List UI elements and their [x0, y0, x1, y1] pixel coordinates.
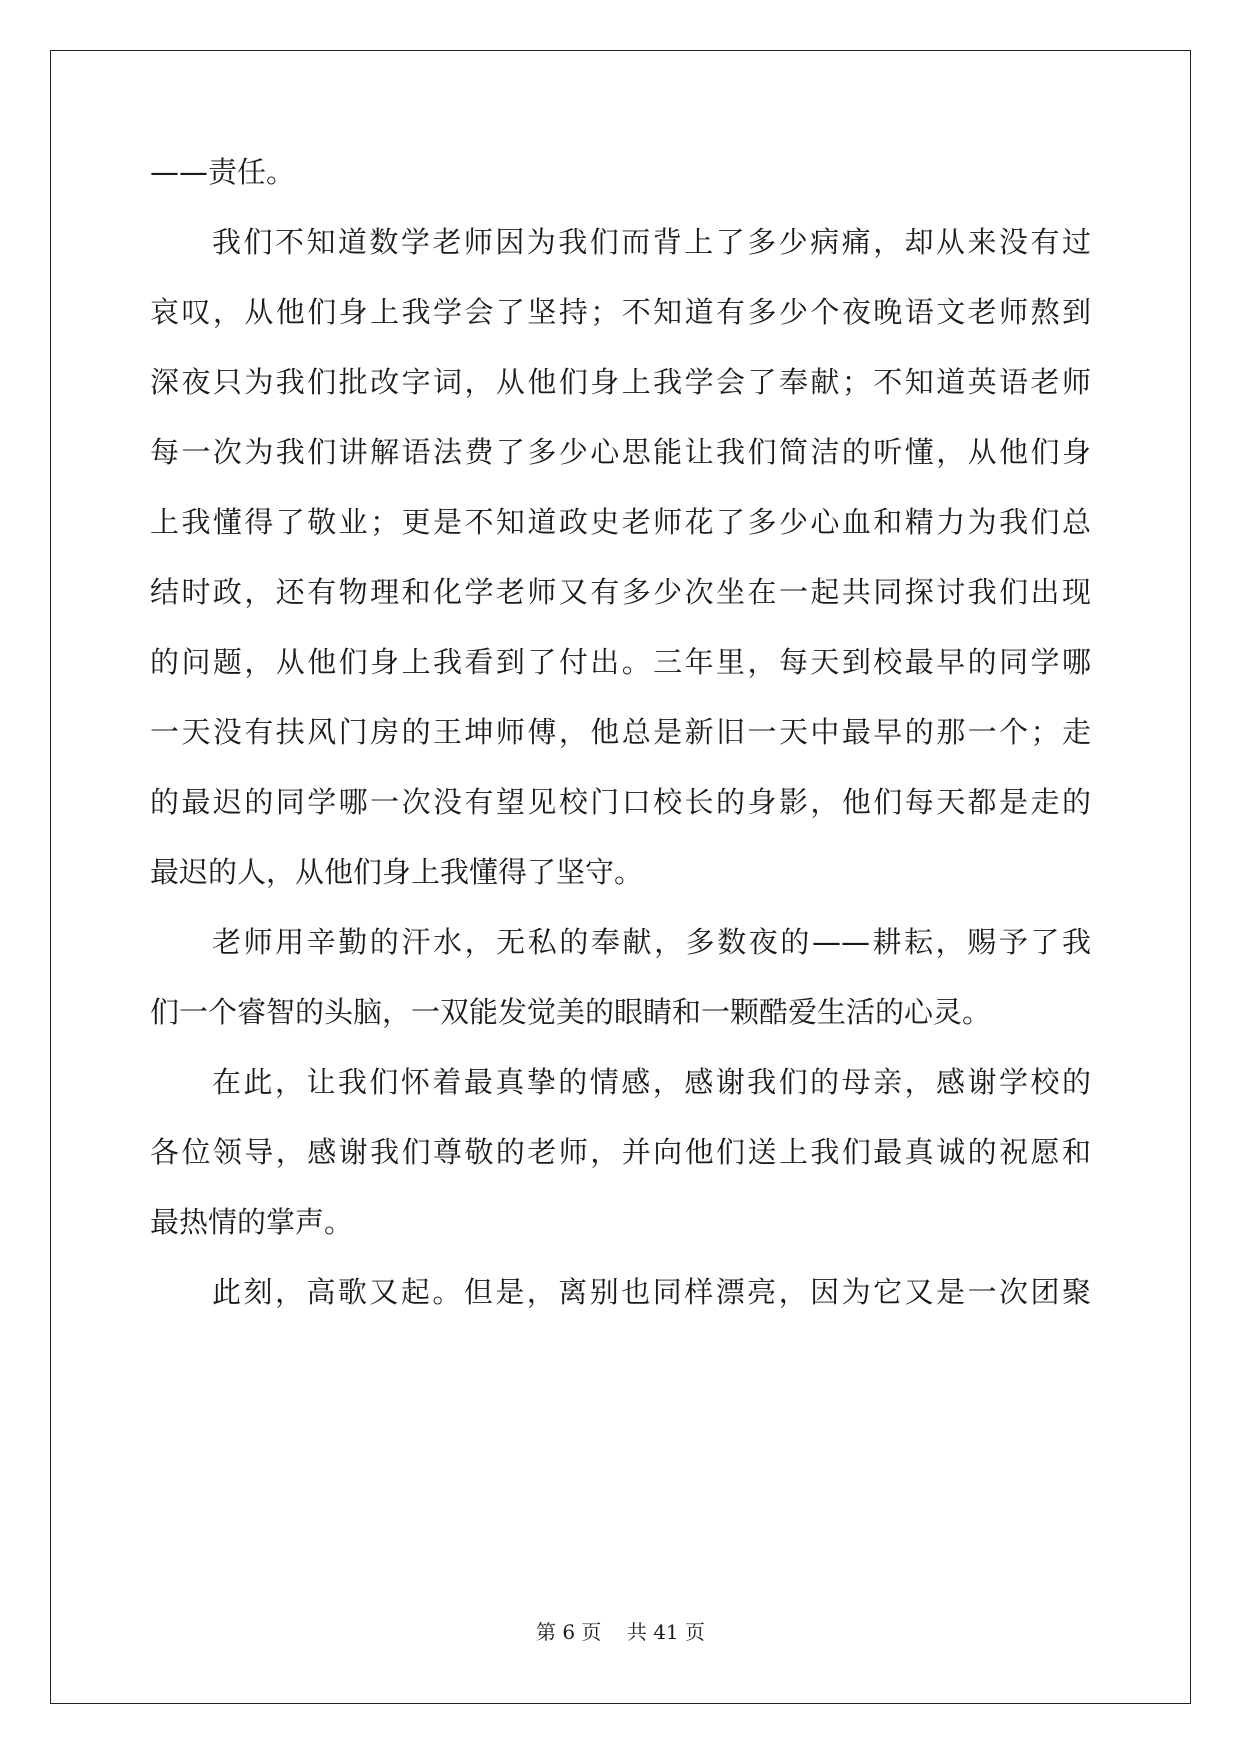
text-line: 的问题，从他们身上我看到了付出。三年里，每天到校最早的同学哪 [150, 645, 1091, 679]
paragraph-first-line: 我们不知道数学老师因为我们而背上了多少病痛，却从来没有过 [212, 225, 1091, 259]
text-line: 深夜只为我们批改字词，从他们身上我学会了奉献；不知道英语老师 [150, 365, 1091, 399]
text-line: 最迟的人，从他们身上我懂得了坚守。 [150, 855, 644, 889]
text-line: ——责任。 [150, 155, 296, 189]
text-line: 们一个睿智的头脑，一双能发觉美的眼睛和一颗酷爱生活的心灵。 [150, 995, 992, 1029]
paragraph-first-line: 老师用辛勤的汗水，无私的奉献，多数夜的——耕耘，赐予了我 [212, 925, 1091, 959]
text-line: 的最迟的同学哪一次没有望见校门口校长的身影，他们每天都是走的 [150, 785, 1091, 819]
page-number-footer: 第 6 页 共 41 页 [535, 1620, 706, 1644]
text-line: 每一次为我们讲解语法费了多少心思能让我们简洁的听懂，从他们身 [150, 435, 1091, 469]
paragraph-first-line: 此刻，高歌又起。但是，离别也同样漂亮，因为它又是一次团聚 [212, 1275, 1091, 1309]
text-line: 上我懂得了敬业；更是不知道政史老师花了多少心血和精力为我们总 [150, 505, 1091, 539]
text-line: 一天没有扶风门房的王坤师傅，他总是新旧一天中最早的那一个；走 [150, 715, 1091, 749]
text-line: 最热情的掌声。 [150, 1205, 354, 1239]
text-line: 各位领导，感谢我们尊敬的老师，并向他们送上我们最真诚的祝愿和 [150, 1135, 1091, 1169]
paragraph-first-line: 在此，让我们怀着最真挚的情感，感谢我们的母亲，感谢学校的 [212, 1065, 1091, 1099]
text-line: 哀叹，从他们身上我学会了坚持；不知道有多少个夜晚语文老师熬到 [150, 295, 1091, 329]
text-line: 结时政，还有物理和化学老师又有多少次坐在一起共同探讨我们出现 [150, 575, 1091, 609]
